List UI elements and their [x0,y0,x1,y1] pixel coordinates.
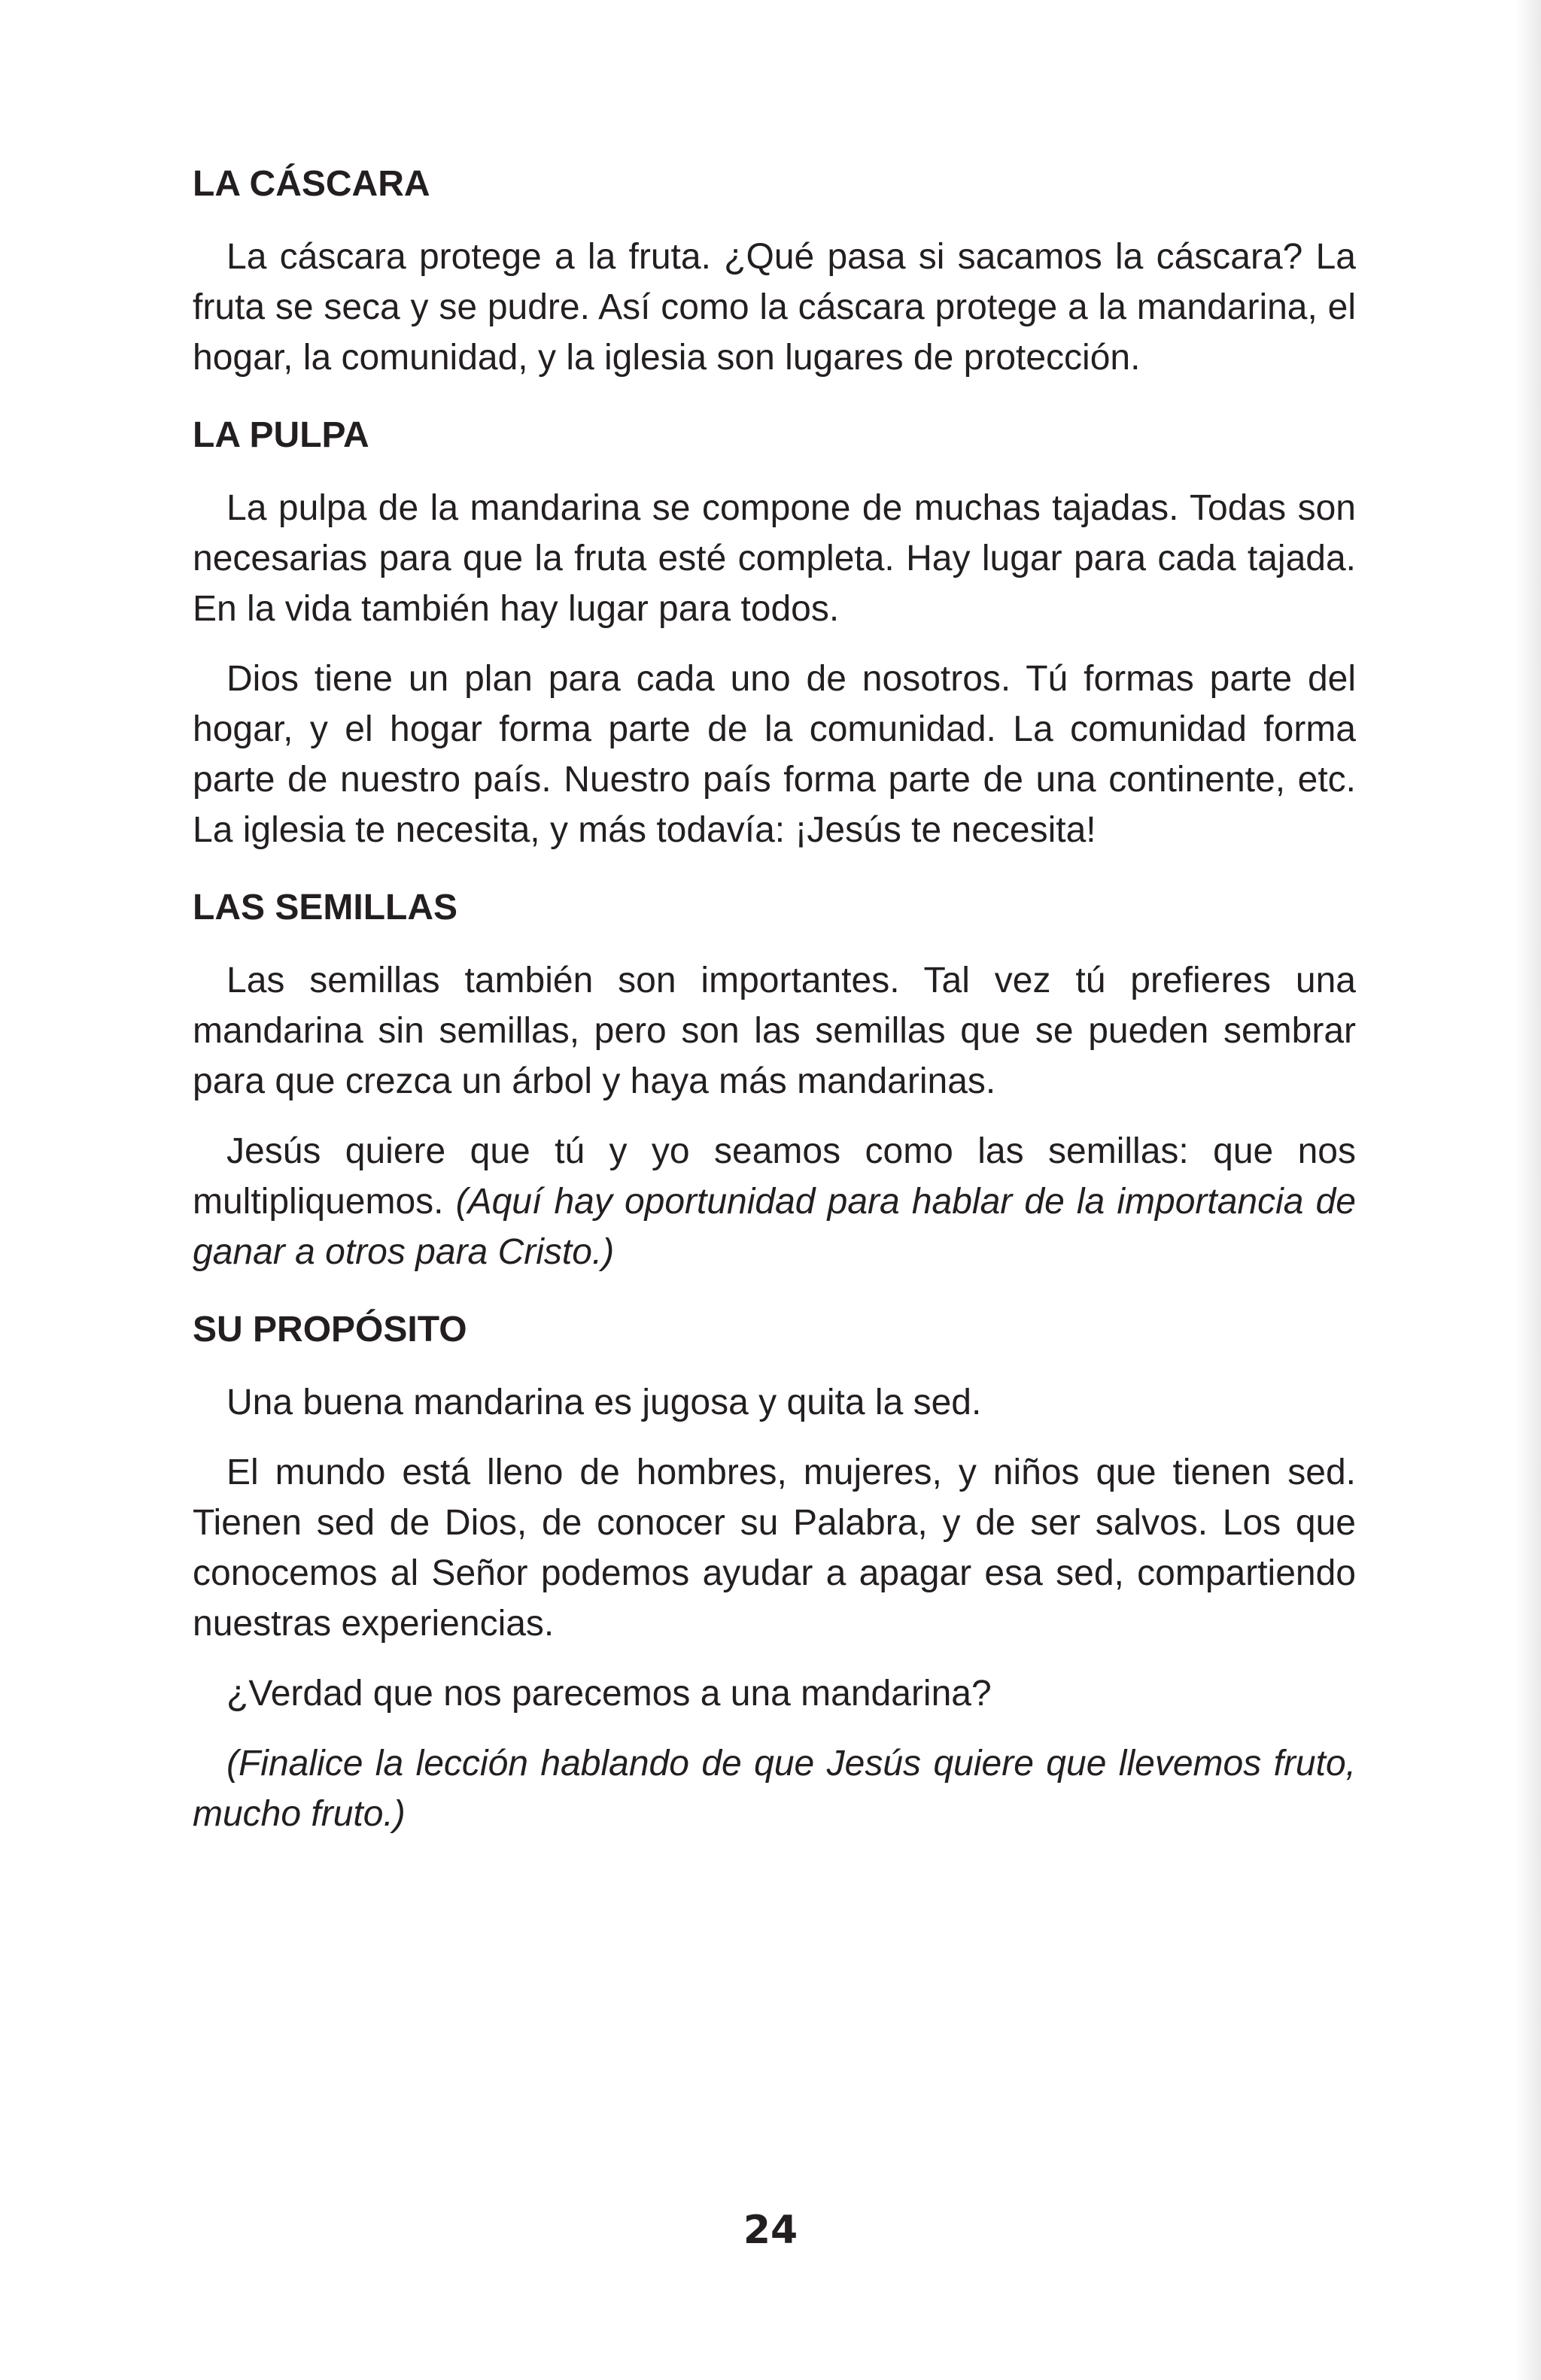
italic-note-semillas: (Aquí hay oportunidad para hablar de la importancia de ganar a otros para Cristo.) [193,1182,1356,1272]
heading-las-semillas: LAS SEMILLAS [193,888,458,927]
paragraph-proposito-1: Una buena mandarina es jugosa y quita la sed. [226,1383,982,1422]
paragraph-cascara: La cáscara protege a la fruta. ¿Qué pasa si sacamos la cáscara? La fruta se seca y se pudre. Así como la cáscara protege a la mandarina, el hogar, la comunidad, y la iglesia son lugares de protección. [193,237,1356,378]
paragraph-semillas-2 [193,1126,1356,1277]
paragraph-proposito-2: El mundo está lleno de hombres, mujeres, y niños que tienen sed. Tienen sed de Dios, de conocer su Palabra, y de ser salvos. Los que conocemos al Señor podemos ayudar a apagar esa sed, compartiendo nuestras experiencias. [193,1453,1356,1644]
page-edge-shadow [1515,0,1541,2380]
heading-la-pulpa: LA PULPA [193,415,369,455]
page-content [193,162,1356,1839]
paragraph-semillas-2-text: Jesús quiere que tú y yo seamos como las semillas: que nos multipliquemos. [193,1131,1356,1222]
page-number: 24 [743,2208,798,2253]
paragraph-semillas-1: Las semillas también son importantes. Tal vez tú prefieres una mandarina sin semillas, pero son las semillas que se pueden sembrar para que crezca un árbol y haya más mandarinas. [193,961,1356,1101]
paragraph-pulpa-2: Dios tiene un plan para cada uno de nosotros. Tú formas parte del hogar, y el hogar forma parte de la comunidad. La comunidad forma parte de nuestro país. Nuestro país forma parte de una continente, etc. La iglesia te necesita, y más todavía: ¡Jesús te necesita! [193,659,1356,850]
closing-italic-text: (Finalice la lección hablando de que Jesús quiere que llevemos fruto, mucho fruto.) [193,1744,1356,1834]
heading-la-cascara: LA CÁSCARA [193,164,430,204]
heading-su-proposito: SU PROPÓSITO [193,1310,467,1349]
closing-italic-note [193,1738,1356,1839]
paragraph-pulpa-1: La pulpa de la mandarina se compone de muchas tajadas. Todas son necesarias para que la fruta esté completa. Hay lugar para cada tajada. En la vida también hay lugar para todos. [193,488,1356,629]
paragraph-proposito-3: ¿Verdad que nos parecemos a una mandarina? [226,1674,992,1714]
